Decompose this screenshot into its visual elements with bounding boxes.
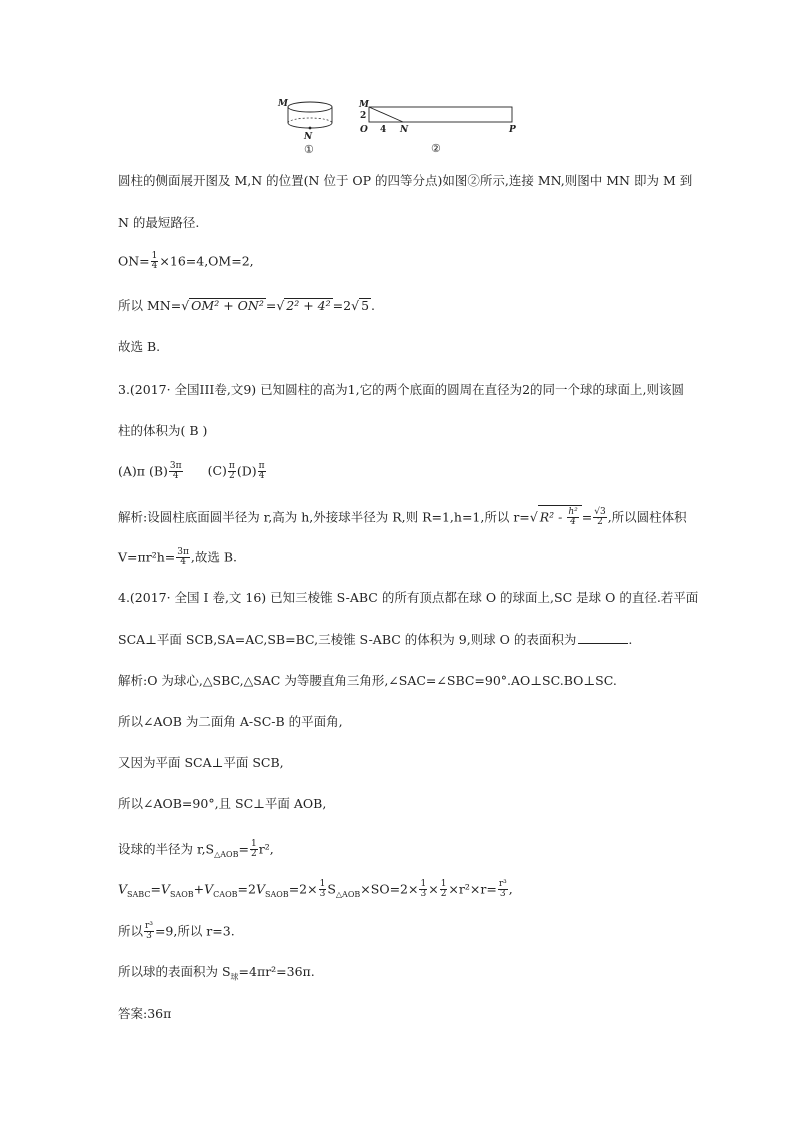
rect-caption: ② bbox=[431, 142, 441, 155]
rect-label-4: 4 bbox=[380, 125, 387, 135]
q4-s8: 所以球的表面积为 $S_球=4\pi r^2=36\pi$. bbox=[118, 964, 315, 982]
q3-opt-d-frac: $\frac{\pi}{4}$ bbox=[258, 461, 265, 482]
mn-radicand-2: 2² + 4² bbox=[286, 298, 331, 313]
q3-opt-a: (A)π (B) bbox=[118, 463, 168, 479]
q3-v-frac: $\frac{3\pi}{4}$ bbox=[177, 547, 189, 568]
rect-label-m: M bbox=[359, 100, 369, 110]
q3-opt-c-frac: $\frac{\pi}{2}$ bbox=[228, 461, 235, 482]
q4-s3: 又因为平面 SCA⊥平面 SCB, bbox=[118, 755, 284, 770]
q4-s6: $V_{SABC}=V_{SAOB}+V_{CAOB}=2V_{SAOB}=2\times$ $\frac{1}{3}$ $S_{\triangle AOB}\times SO=2\times$ $\frac{1}{3}$ × $\frac{1}{2}$ ×r²×r= $\frac{\text{r³}}{3}$ , bbox=[118, 879, 513, 900]
p2-line2: N 的最短路径. bbox=[118, 215, 200, 230]
q3-options bbox=[118, 462, 267, 482]
q4-s2: 所以∠AOB 为二面角 A-SC-B 的平面角, bbox=[118, 714, 343, 729]
cyl-label-n: N bbox=[304, 132, 313, 142]
q3-solution-line2: V=πr²h= $\frac{3\pi}{4}$ ,故选 B. bbox=[118, 547, 237, 568]
cyl-label-m: M bbox=[278, 99, 288, 109]
q4-answer: 答案:36π bbox=[118, 1006, 172, 1021]
q3-sol-radical: R² - $\frac{\text{h²}}{4}$ bbox=[538, 505, 582, 528]
q3-solution-line1: 解析:设圆柱底面圆半径为 r,高为 h,外接球半径为 R,则 R=1,h=1,所以 r=√ R² - $\frac{\text{h²}}{4}$ = $\frac{√3}{2}$ ,所以圆柱体积 bbox=[118, 507, 687, 528]
answer-blank bbox=[578, 643, 628, 644]
q4-s5: 设球的半径为 $r,S_{\triangle AOB}=$ $\frac{1}{2}$ r², bbox=[118, 839, 274, 860]
p2-on-line bbox=[118, 252, 254, 272]
rect-label-2: 2 bbox=[360, 111, 367, 121]
q4-s1: 解析:O 为球心,△SBC,△SAC 为等腰直角三角形,∠SAC=∠SBC=90°.AO⊥SC.BO⊥SC. bbox=[118, 673, 617, 688]
q3-line1: 3.(2017· 全国III卷,文9) 已知圆柱的高为1,它的两个底面的圆周在直径为2的同一个球的球面上,则该圆 bbox=[118, 382, 685, 397]
cylinder-figure bbox=[278, 96, 348, 156]
on-prefix: ON= bbox=[118, 253, 150, 269]
mn-prefix: 所以 MN= bbox=[118, 298, 182, 313]
rect-label-p: P bbox=[509, 125, 516, 135]
mn-radicand-1: OM² + ON² bbox=[191, 298, 264, 313]
rect-label-o: O bbox=[360, 125, 368, 135]
q4-line1: 4.(2017· 全国 I 卷,文 16) 已知三棱锥 S-ABC 的所有顶点都在球 O 的球面上,SC 是球 O 的直径.若平面 bbox=[118, 590, 699, 605]
on-suffix: ×16=4,OM=2, bbox=[159, 253, 254, 269]
q3-opt-c: (C) bbox=[207, 463, 227, 479]
q4-s4: 所以∠AOB=90°,且 SC⊥平面 AOB, bbox=[118, 796, 327, 811]
unfolded-figure bbox=[355, 99, 530, 159]
q3-opt-d: (D) bbox=[236, 463, 257, 479]
q4-line2: SCA⊥平面 SCB,SA=AC,SB=BC,三棱锥 S-ABC 的体积为 9,则球 O 的表面积为 . bbox=[118, 632, 633, 647]
q3-sol-prefix: 解析:设圆柱底面圆半径为 r,高为 h,外接球半径为 R,则 R=1,h=1,所以 r= bbox=[118, 509, 530, 525]
on-fraction: $\frac{1}{4}$ bbox=[151, 251, 158, 272]
mn-radicand-3: 5 bbox=[361, 298, 370, 313]
p2-mn-line: 所以 MN=√ OM² + ON² =√ 2² + 4² =2√ 5 . bbox=[118, 298, 375, 313]
q3-v-prefix: V=πr²h= bbox=[118, 549, 176, 565]
rect-label-n: N bbox=[400, 125, 409, 135]
p2-answer: 故选 B. bbox=[118, 339, 161, 354]
p2-line1: 圆柱的侧面展开图及 M,N 的位置(N 位于 OP 的四等分点)如图②所示,连接 MN,则图中 MN 即为 M 到 bbox=[118, 173, 693, 188]
q3-line2: 柱的体积为( B ) bbox=[118, 423, 208, 438]
q3-opt-b-frac: $\frac{3\pi}{4}$ bbox=[169, 461, 182, 482]
q3-sqrt3-frac: $\frac{√3}{2}$ bbox=[594, 507, 606, 528]
cyl-caption: ① bbox=[304, 143, 314, 156]
q4-s7: 所以 $\frac{\text{r³}}{3}$ =9,所以 r=3. bbox=[118, 921, 235, 942]
